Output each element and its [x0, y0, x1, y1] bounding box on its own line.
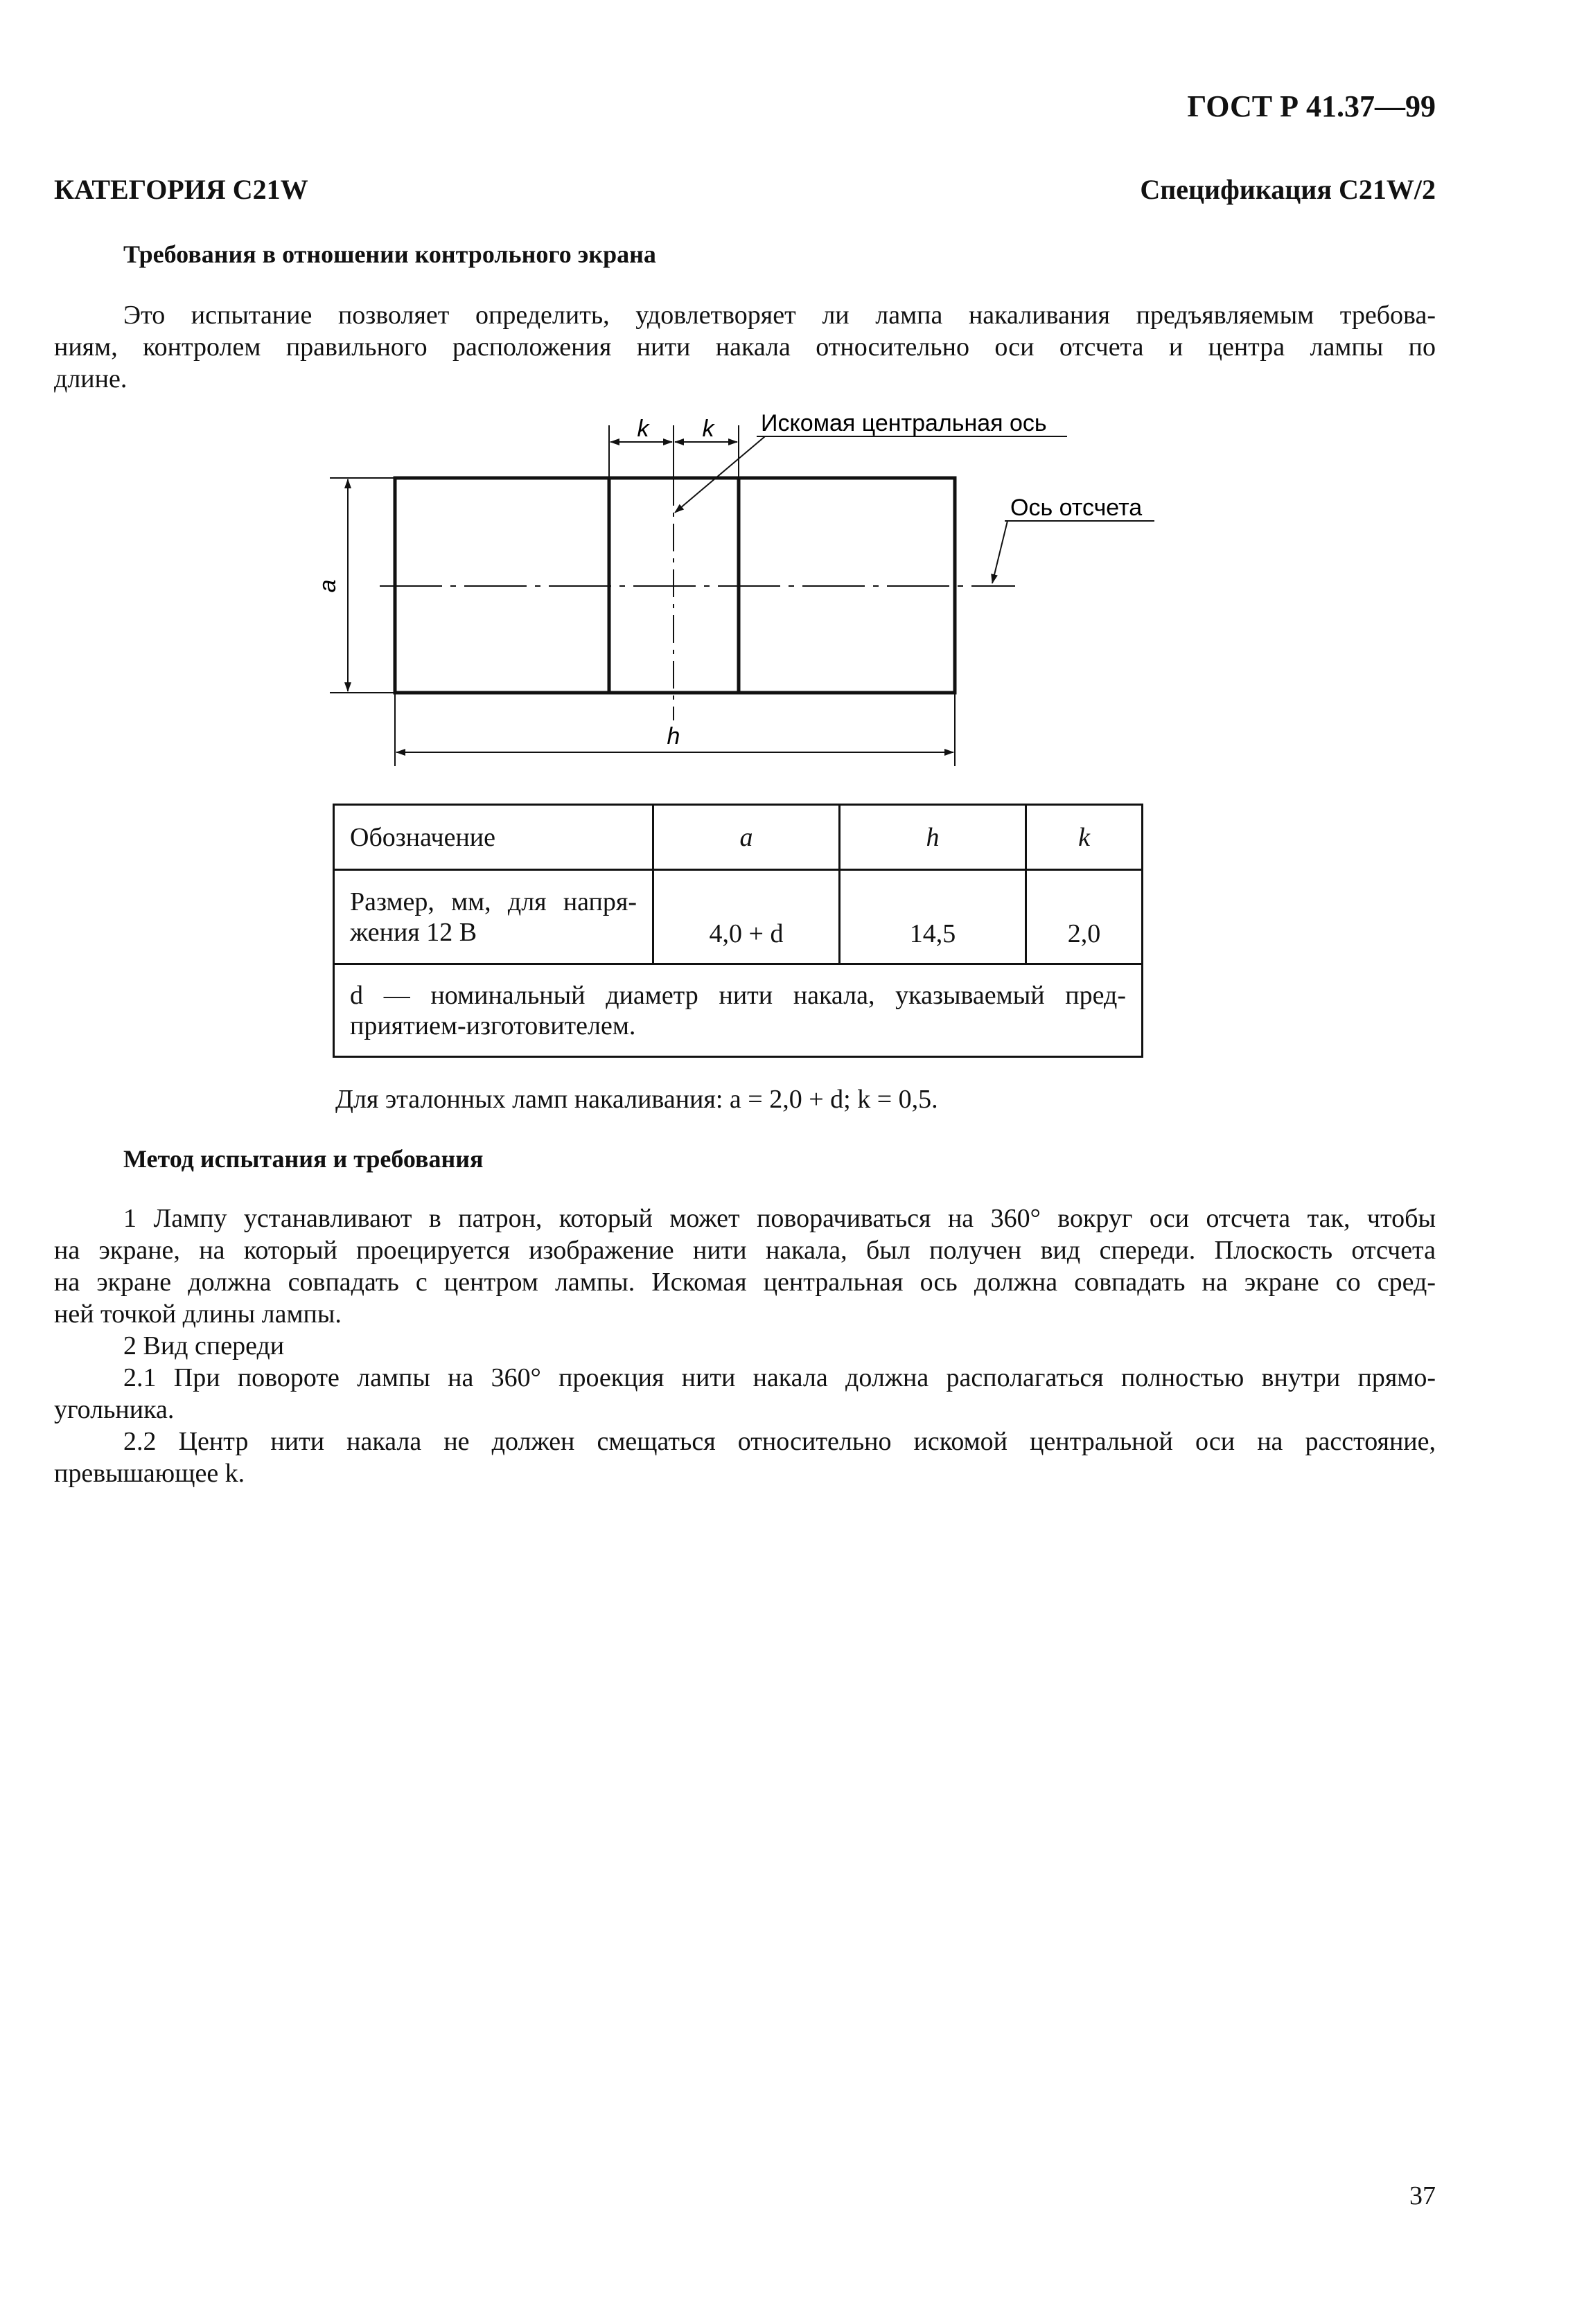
method-p1-line-4: ней точкой длины лампы. — [54, 1300, 342, 1329]
row-label-line-1: Размер, мм, для напря- — [350, 887, 637, 916]
footnote-cell — [334, 964, 1143, 1057]
intro-line-1: Это испытание позволяет определить, удовлетворяет ли лампа накаливания предъявляемым требова- — [123, 301, 1436, 330]
label-k-right: k — [702, 416, 714, 442]
header-cell-a: a — [653, 805, 840, 870]
reference-axis-leader — [992, 521, 1007, 583]
value-cell-h: 14,5 — [840, 870, 1026, 964]
footnote-line-1: d — номинальный диаметр нити накала, указываемый пред- — [350, 980, 1126, 1010]
table-header-row — [334, 805, 1143, 870]
label-k-left: k — [637, 416, 649, 442]
specification-title: Спецификация C21W/2 — [1140, 174, 1436, 205]
label-reference-axis: Ось отсчета — [1010, 495, 1143, 521]
page-number: 37 — [1409, 2181, 1436, 2210]
table-footnote-row — [334, 964, 1143, 1057]
method-p4-line-1: 2.2 Центр нити накала не должен смещаться относительно искомой центральной оси на расстояние, — [123, 1427, 1436, 1456]
screen-diagram — [0, 0, 1584, 783]
method-p2: 2 Вид спереди — [123, 1331, 285, 1360]
header-cell-k: k — [1026, 805, 1143, 870]
table-values-row — [334, 870, 1143, 964]
method-paragraph-1 — [54, 1203, 1436, 1489]
section-title-screen-requirements: Требования в отношении контрольного экрана — [123, 240, 656, 268]
value-cell-k: 2,0 — [1026, 870, 1143, 964]
header-cell-designation: Обозначение — [334, 805, 653, 870]
intro-line-3: длине. — [54, 364, 127, 393]
reference-lamps-note: Для эталонных ламп накаливания: a = 2,0 + d; k = 0,5. — [335, 1085, 938, 1114]
category-title: КАТЕГОРИЯ C21W — [54, 174, 308, 205]
center-axis-leader — [675, 436, 765, 513]
method-p4-line-2: превышающее k. — [54, 1459, 245, 1488]
method-p1-line-2: на экране, на который проецируется изображение нити накала, был получен вид спереди. Плоскость отсчета — [54, 1236, 1436, 1265]
row-label-line-2: жения 12 В — [350, 917, 477, 947]
method-p1-line-3: на экране должна совпадать с центром лампы. Искомая центральная ось должна совпадать на экране со сред- — [54, 1268, 1436, 1297]
header-cell-h: h — [840, 805, 1026, 870]
label-h: h — [667, 723, 680, 749]
document-code: ГОСТ Р 41.37—99 — [1187, 89, 1436, 123]
intro-line-2: ниям, контролем правильного расположения нити накала относительно оси отсчета и центра лампы по — [54, 332, 1436, 362]
label-a: a — [315, 579, 341, 593]
method-p3-line-1: 2.1 При повороте лампы на 360° проекция нити накала должна располагаться полностью внутри прямо- — [123, 1363, 1436, 1392]
label-center-axis: Искомая центральная ось — [761, 410, 1047, 436]
dimensions-table — [333, 804, 1143, 1058]
value-cell-a: 4,0 + d — [653, 870, 840, 964]
method-p1-line-1: 1 Лампу устанавливают в патрон, который может поворачиваться на 360° вокруг оси отсчета так, чтобы — [123, 1204, 1436, 1233]
section-title-test-method: Метод испытания и требования — [123, 1145, 484, 1173]
row-label-cell — [334, 870, 653, 964]
method-p3-line-2: угольника. — [54, 1395, 175, 1424]
footnote-line-2: приятием-изготовителем. — [350, 1011, 636, 1040]
